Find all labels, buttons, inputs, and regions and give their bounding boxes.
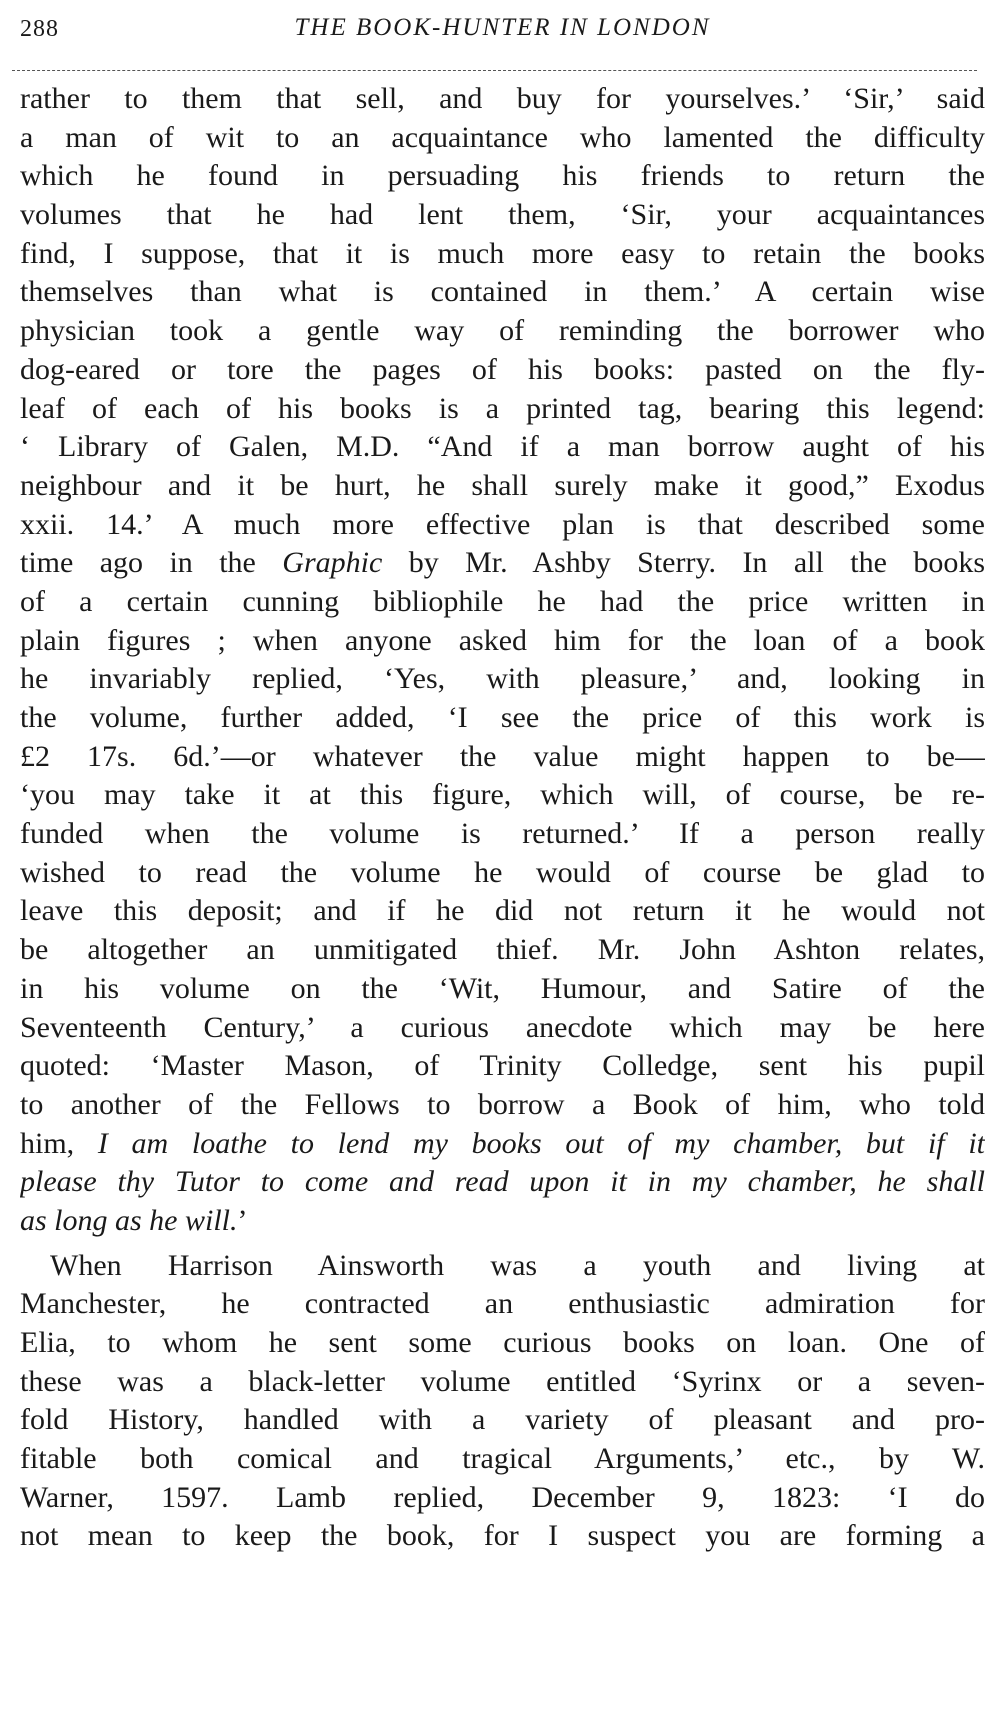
text-line: xxii. 14.’ A much more effective plan is that described some [20, 507, 985, 541]
text-line: fitable both comical and tragical Arguments,’ etc., by W. [20, 1442, 985, 1476]
text-line: ‘you may take it at this figure, which will, of course, be re- [20, 778, 985, 812]
text-run: him, [20, 1126, 98, 1160]
text-line: plain figures ; when anyone asked him for the loan of a book [20, 623, 985, 657]
text-line: fold History, handled with a variety of pleasant and pro- [20, 1403, 985, 1437]
text-line: themselves than what is contained in them.’ A certain wise [20, 275, 985, 309]
text-line: Warner, 1597. Lamb replied, December 9, 1823: ‘I do [20, 1480, 985, 1514]
running-title: THE BOOK-HUNTER IN LONDON [294, 14, 711, 41]
text-line: the volume, further added, ‘I see the price of this work is [20, 701, 985, 734]
text-line: Elia, to whom he sent some curious books on loan. One of [20, 1326, 985, 1359]
text-line [20, 1125, 985, 1164]
text-run: by Mr. Ashby Sterry. In all the books [382, 546, 985, 580]
text-line: ‘ Library of Galen, M.D. “And if a man borrow aught of his [20, 430, 985, 464]
text-line: quoted: ‘Master Mason, of Trinity Colledge, sent his pupil [20, 1049, 985, 1083]
text-line: these was a black-letter volume entitled ‘Syrinx or a seven- [20, 1364, 985, 1398]
body-text [20, 80, 985, 1556]
text-line: a man of wit to an acquaintance who lamented the difficulty [20, 120, 985, 154]
italic-quote: please thy Tutor to come and read upon it in my chamber, he shall [20, 1165, 985, 1199]
text-line: not mean to keep the book, for I suspect you are forming a [20, 1519, 985, 1553]
text-line: rather to them that sell, and buy for yourselves.’ ‘Sir,’ said [20, 82, 985, 115]
text-line [20, 1202, 985, 1241]
text-run: ’ [237, 1203, 248, 1237]
text-line: wished to read the volume he would of course be glad to [20, 855, 985, 889]
text-run: time ago in the [20, 546, 283, 580]
text-line: physician took a gentle way of reminding the borrower who [20, 314, 985, 348]
text-line: Manchester, he contracted an enthusiastic admiration for [20, 1287, 985, 1321]
text-line [20, 1163, 985, 1202]
italic-title: Graphic [282, 546, 383, 580]
text-line: find, I suppose, that it is much more easy to retain the books [20, 236, 985, 270]
text-line: dog-eared or tore the pages of his books: pasted on the fly- [20, 352, 985, 386]
text-line: leaf of each of his books is a printed tag, bearing this legend: [20, 391, 985, 425]
text-line: neighbour and it be hurt, he shall surely make it good,” Exodus [20, 468, 985, 502]
text-line [20, 544, 985, 583]
italic-quote: I am loathe to lend my books out of my chamber, but if it [97, 1126, 985, 1160]
header-rule [12, 70, 977, 71]
text-line: £2 17s. 6d.’—or whatever the value might happen to be— [20, 739, 985, 773]
italic-quote: as long as he will. [20, 1203, 238, 1237]
text-line: Seventeenth Century,’ a curious anecdote which may be here [20, 1010, 985, 1044]
page-number: 288 [20, 16, 59, 42]
text-line: he invariably replied, ‘Yes, with pleasure,’ and, looking in [20, 662, 985, 696]
text-line: volumes that he had lent them, ‘Sir, your acquaintances [20, 198, 985, 232]
text-line: of a certain cunning bibliophile he had the price written in [20, 584, 985, 618]
page-header [20, 14, 985, 48]
text-line: in his volume on the ‘Wit, Humour, and Satire of the [20, 971, 985, 1005]
text-line: funded when the volume is returned.’ If a person really [20, 817, 985, 851]
text-line: which he found in persuading his friends to return the [20, 159, 985, 193]
text-line: to another of the Fellows to borrow a Book of him, who told [20, 1087, 985, 1121]
text-line: When Harrison Ainsworth was a youth and living at [50, 1248, 985, 1282]
text-line: leave this deposit; and if he did not return it he would not [20, 894, 985, 928]
text-line: be altogether an unmitigated thief. Mr. John Ashton relates, [20, 933, 985, 967]
